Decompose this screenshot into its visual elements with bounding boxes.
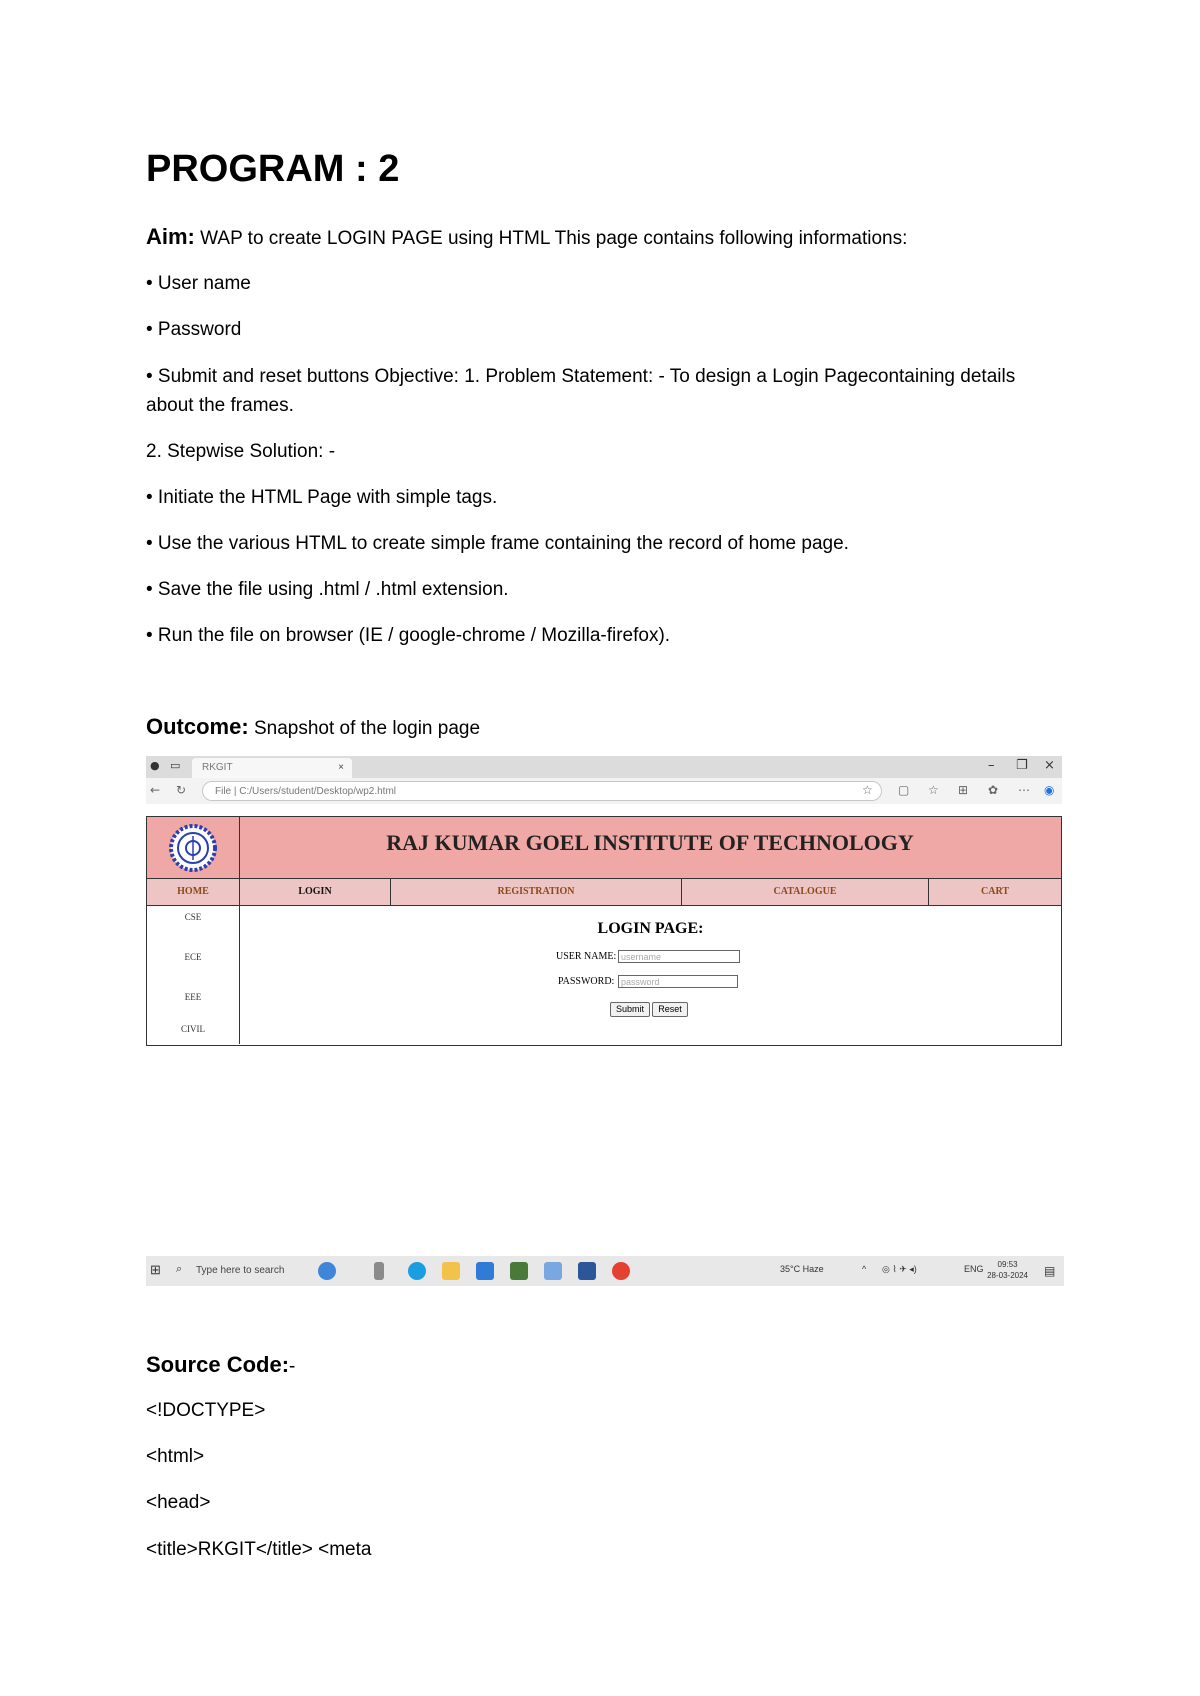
close-window-icon[interactable]: × — [1044, 758, 1055, 773]
edge-icon[interactable] — [408, 1262, 426, 1280]
search-icon[interactable]: ⌕ — [176, 1263, 183, 1275]
institute-name: RAJ KUMAR GOEL INSTITUTE OF TECHNOLOGY — [386, 830, 914, 855]
taskbar-search-input[interactable]: Type here to search — [196, 1265, 285, 1276]
extensions-icon[interactable]: ✿ — [988, 783, 999, 797]
task-view-icon[interactable] — [374, 1262, 384, 1280]
stepwise-heading: 2. Stepwise Solution: - — [146, 441, 336, 462]
rkgit-website — [146, 816, 1062, 1046]
aim-text: WAP to create LOGIN PAGE using HTML This page contains following informations: — [194, 228, 908, 249]
tab-actions-icon[interactable]: ▭ — [170, 759, 181, 772]
program-title: PROGRAM : 2 — [146, 148, 400, 190]
nav-registration[interactable]: REGISTRATION — [391, 879, 682, 905]
sidebar-item-eee[interactable]: EEE — [184, 992, 202, 1002]
minimize-icon[interactable]: – — [988, 758, 995, 773]
app-icon[interactable] — [510, 1262, 528, 1280]
outcome-text: Snapshot of the login page — [248, 718, 481, 739]
username-label: USER NAME: — [556, 951, 617, 962]
department-sidebar — [147, 906, 240, 1044]
source-heading — [146, 1350, 295, 1381]
institute-logo-icon — [169, 824, 217, 872]
refresh-icon[interactable]: ↻ — [176, 783, 187, 797]
step-item: • Use the various HTML to create simple frame containing the record of home page. — [146, 533, 849, 554]
site-nav — [147, 879, 1061, 906]
file-explorer-icon[interactable] — [442, 1262, 460, 1280]
nav-home[interactable]: HOME — [147, 879, 240, 905]
widgets-icon[interactable] — [318, 1262, 336, 1280]
source-suffix: - — [289, 1356, 296, 1377]
copilot-icon[interactable]: ◉ — [1044, 783, 1055, 797]
collections-icon[interactable]: ⊞ — [958, 783, 969, 797]
nav-cart[interactable]: CART — [981, 886, 1009, 897]
code-line: <head> — [146, 1492, 211, 1513]
bullet-objective: • Submit and reset buttons Objective: 1. Problem Statement: - To design a Login Pagecontaining details about the frames. — [146, 366, 1016, 416]
tray-expand-icon[interactable]: ^ — [862, 1264, 867, 1274]
login-form-area — [240, 906, 1061, 1044]
login-page-title: LOGIN PAGE: — [597, 920, 704, 937]
reset-button[interactable]: Reset — [652, 1002, 688, 1017]
sidebar-item-cse[interactable]: CSE — [184, 912, 202, 922]
clock-time: 09:53 — [997, 1260, 1018, 1269]
password-input[interactable]: password — [618, 975, 738, 988]
start-icon[interactable]: ⊞ — [150, 1262, 161, 1277]
submit-button[interactable]: Submit — [610, 1002, 650, 1017]
browser-tab[interactable] — [192, 758, 352, 778]
url-input[interactable]: File | C:/Users/student/Desktop/wp2.html — [202, 781, 882, 801]
logo-cell — [147, 817, 240, 878]
step-item: • Run the file on browser (IE / google-chrome / Mozilla-firefox). — [146, 625, 671, 646]
username-input[interactable]: username — [618, 950, 740, 963]
site-banner — [147, 817, 1061, 879]
windows-taskbar — [146, 1256, 1064, 1286]
sidebar-item-ece[interactable]: ECE — [184, 952, 202, 962]
bullet-username: • User name — [146, 273, 251, 294]
app-icon[interactable] — [544, 1262, 562, 1280]
source-label: Source Code: — [146, 1352, 290, 1377]
favorites-icon[interactable]: ☆ — [928, 783, 939, 797]
aim-paragraph — [146, 222, 907, 253]
tab-title: RKGIT — [202, 762, 233, 773]
back-icon[interactable]: ← — [150, 783, 161, 797]
taskbar-clock[interactable] — [987, 1259, 1028, 1281]
profile-icon[interactable]: ● — [150, 759, 160, 772]
address-bar-row — [146, 778, 1062, 804]
mail-icon[interactable] — [476, 1262, 494, 1280]
star-icon[interactable]: ☆ — [862, 783, 873, 797]
aim-label: Aim: — [146, 224, 195, 249]
language-indicator[interactable]: ENG — [964, 1264, 984, 1274]
word-icon[interactable] — [578, 1262, 596, 1280]
step-item: • Save the file using .html / .html extension. — [146, 579, 509, 600]
tray-icons[interactable]: ◎ ⌇ ✈ ◂) — [882, 1264, 917, 1274]
nav-login[interactable]: LOGIN — [240, 879, 391, 905]
sidebar-item-civil[interactable]: CIVIL — [181, 1024, 205, 1034]
split-view-icon[interactable]: ▢ — [898, 783, 910, 797]
login-page-snapshot — [146, 756, 1062, 1046]
step-item: • Initiate the HTML Page with simple tags. — [146, 487, 498, 508]
notifications-icon[interactable]: ▤ — [1044, 1264, 1056, 1278]
close-tab-icon[interactable]: × — [338, 762, 344, 773]
password-label: PASSWORD: — [558, 976, 615, 987]
code-line: <title>RKGIT</title> <meta — [146, 1539, 372, 1560]
nav-catalogue[interactable]: CATALOGUE — [682, 879, 929, 905]
more-icon[interactable]: ⋯ — [1018, 783, 1030, 797]
code-line: <html> — [146, 1446, 205, 1467]
browser-tab-bar — [146, 756, 1062, 778]
weather-status[interactable]: 35°C Haze — [780, 1264, 824, 1274]
restore-icon[interactable]: ❐ — [1016, 758, 1028, 773]
outcome-label: Outcome: — [146, 714, 249, 739]
code-line: <!DOCTYPE> — [146, 1400, 266, 1421]
outcome-paragraph — [146, 712, 480, 743]
chrome-icon[interactable] — [612, 1262, 630, 1280]
clock-date: 28-03-2024 — [987, 1271, 1028, 1280]
bullet-password: • Password — [146, 319, 242, 340]
